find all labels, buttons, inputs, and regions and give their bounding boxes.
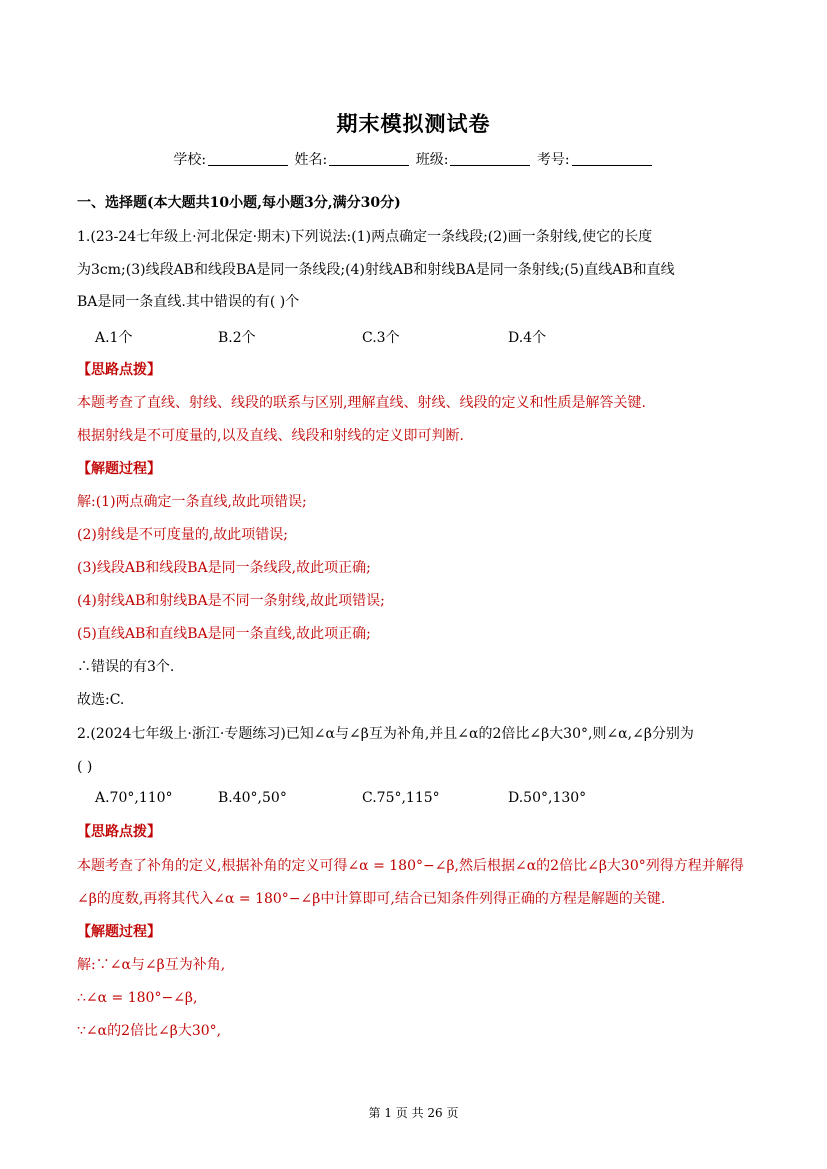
q1-option-d: D.4个 bbox=[508, 330, 547, 346]
q2-solution-line: 解:∵∠α与∠β互为补角, bbox=[77, 957, 226, 973]
q2-solution-line: ∴∠α = 180°−∠β, bbox=[77, 990, 198, 1006]
q2-stem-line2: ( ) bbox=[77, 759, 93, 775]
q1-solution-line: (3)线段AB和线段BA是同一条线段,故此项正确; bbox=[77, 560, 371, 576]
q2-hint-heading: 【思路点拨】 bbox=[77, 824, 161, 840]
exam-number-blank[interactable] bbox=[572, 151, 652, 166]
page-title: 期末模拟测试卷 bbox=[336, 111, 491, 136]
q1-option-c: C.3个 bbox=[362, 330, 400, 346]
q2-hint-line1: 本题考查了补角的定义,根据补角的定义可得∠α = 180°−∠β,然后根据∠α的2倍比∠β大30°列得方程并解得 bbox=[77, 858, 744, 874]
name-blank[interactable] bbox=[329, 151, 409, 166]
q1-hint-line2: 根据射线是不可度量的,以及直线、线段和射线的定义即可判断. bbox=[77, 428, 464, 444]
q1-solution-line: (5)直线AB和直线BA是同一条直线,故此项正确; bbox=[77, 626, 371, 642]
q1-option-b: B.2个 bbox=[218, 330, 256, 346]
section-heading: 一、选择题(本大题共10小题,每小题3分,满分30分) bbox=[77, 195, 401, 211]
q2-solution-heading: 【解题过程】 bbox=[77, 924, 161, 940]
school-blank[interactable] bbox=[208, 151, 288, 166]
q2-option-c: C.75°,115° bbox=[362, 790, 440, 806]
q2-stem-line1: 2.(2024七年级上·浙江·专题练习)已知∠α与∠β互为补角,并且∠α的2倍比∠β大30°,则∠α,∠β分别为 bbox=[77, 726, 694, 742]
q2-option-b: B.40°,50° bbox=[218, 790, 287, 806]
q2-solution-line: ∵∠α的2倍比∠β大30°, bbox=[77, 1023, 222, 1039]
q1-solution-line: (2)射线是不可度量的,故此项错误; bbox=[77, 527, 288, 543]
q1-solution-line: 解:(1)两点确定一条直线,故此项错误; bbox=[77, 494, 307, 510]
student-info-row bbox=[0, 149, 827, 169]
q1-option-a: A.1个 bbox=[95, 330, 133, 346]
page-footer: 第 1 页 共 26 页 bbox=[368, 1106, 459, 1120]
q1-stem-line2: 为3cm;(3)线段AB和线段BA是同一条线段;(4)射线AB和射线BA是同一条射线;(5)直线AB和直线 bbox=[77, 262, 675, 278]
class-blank[interactable] bbox=[450, 151, 530, 166]
q2-option-a: A.70°,110° bbox=[95, 790, 173, 806]
q1-stem-line3: BA是同一条直线.其中错误的有( )个 bbox=[77, 294, 300, 310]
q1-solution-line: ∴错误的有3个. bbox=[77, 659, 175, 675]
q1-solution-line: (4)射线AB和射线BA是不同一条射线,故此项错误; bbox=[77, 593, 385, 609]
class-label: 班级: bbox=[415, 152, 449, 168]
q1-hint-line1: 本题考查了直线、射线、线段的联系与区别,理解直线、射线、线段的定义和性质是解答关键. bbox=[77, 395, 646, 411]
q2-hint-line2: ∠β的度数,再将其代入∠α = 180°−∠β中计算即可,结合已知条件列得正确的方程是解题的关键. bbox=[77, 891, 666, 907]
q1-hint-heading: 【思路点拨】 bbox=[77, 362, 161, 378]
q1-solution-answer: 故选:C. bbox=[77, 692, 125, 708]
q1-solution-heading: 【解题过程】 bbox=[77, 461, 161, 477]
school-label: 学校: bbox=[173, 152, 207, 168]
q2-option-d: D.50°,130° bbox=[508, 790, 587, 806]
name-label: 姓名: bbox=[294, 152, 328, 168]
exam-number-label: 考号: bbox=[536, 152, 570, 168]
q1-stem-line1: 1.(23-24七年级上·河北保定·期末)下列说法:(1)两点确定一条线段;(2)画一条射线,使它的长度 bbox=[77, 229, 653, 245]
